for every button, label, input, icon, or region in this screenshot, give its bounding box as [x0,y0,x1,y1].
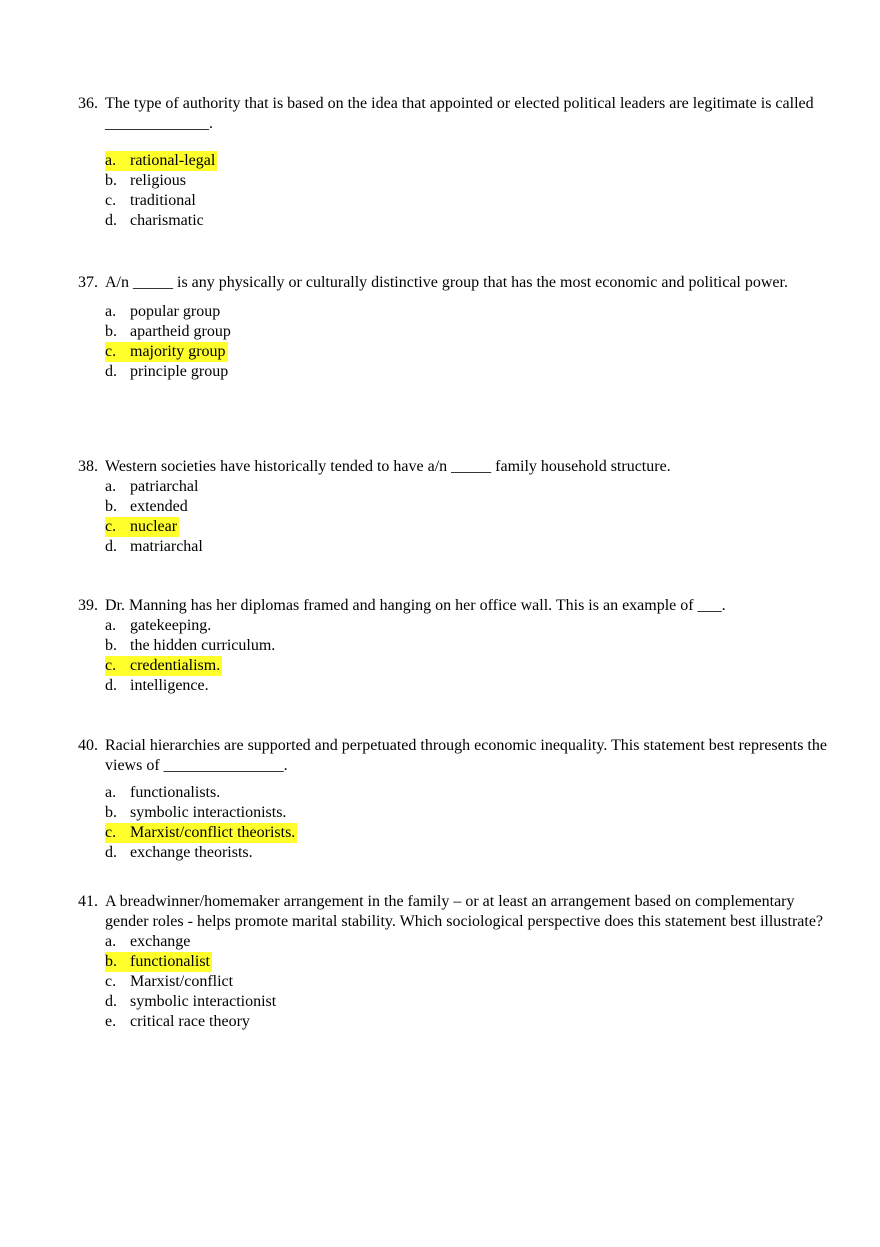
option-a: a. functionalists. [105,784,221,801]
question-stem [78,736,838,776]
option-a [105,151,838,171]
option-b: b. symbolic interactionists. [105,804,287,821]
question-text: Dr. Manning has her diplomas framed and hanging on her office wall. This is an example of ___. [105,597,726,614]
option-a: a. exchange [105,933,191,950]
option-b [105,952,838,972]
highlight-mark: c. credentialism. [105,657,221,674]
option-c [105,823,838,843]
question-stem [78,892,838,932]
question-number: 37. [78,274,98,291]
option-d: d. exchange theorists. [105,844,253,861]
option-c [105,342,838,362]
highlight-mark: a. rational-legal [105,152,216,169]
option-d: d. charismatic [105,212,204,229]
highlight-mark: c. Marxist/conflict theorists. [105,824,296,841]
option-b: b. religious [105,172,186,189]
question-number: 39. [78,597,98,614]
option-a: a. popular group [105,303,221,320]
question-stem [78,273,838,293]
option-c: c. Marxist/conflict [105,973,234,990]
highlight-mark: c. majority group [105,343,226,360]
option-e: e. critical race theory [105,1013,250,1030]
option-d: d. symbolic interactionist [105,993,277,1010]
question-number: 40. [78,737,98,754]
option-d: d. intelligence. [105,677,209,694]
option-b: b. apartheid group [105,323,231,340]
question-number: 38. [78,458,98,475]
highlight-mark: b. functionalist [105,953,210,970]
question-number: 41. [78,893,98,910]
question-stem [78,94,838,134]
question-36 [78,94,838,231]
option-d: d. principle group [105,363,229,380]
question-number: 36. [78,95,98,112]
option-c: c. traditional [105,192,196,209]
option-d: d. matriarchal [105,538,203,555]
question-41 [78,892,838,1032]
option-b: b. extended [105,498,188,515]
question-40 [78,736,838,863]
option-a: a. gatekeeping. [105,617,212,634]
question-stem [78,457,838,477]
question-39 [78,596,838,696]
question-text: A breadwinner/homemaker arrangement in the family – or at least an arrangement based on complementary gender roles - helps promote marital stability. Which sociological perspective does this statement best illustrate? [105,893,824,930]
question-text: The type of authority that is based on the idea that appointed or elected political leaders are legitimate is called _____________. [105,95,814,132]
question-37 [78,273,838,382]
option-c [105,517,838,537]
option-c [105,656,838,676]
question-stem [78,596,838,616]
option-a: a. patriarchal [105,478,199,495]
highlight-mark: c. nuclear [105,518,178,535]
question-text: Western societies have historically tended to have a/n _____ family household structure. [105,458,671,475]
question-text: Racial hierarchies are supported and perpetuated through economic inequality. This statement best represents the views of _______________. [105,737,827,774]
question-text: A/n _____ is any physically or culturally distinctive group that has the most economic and political power. [105,274,788,291]
option-b: b. the hidden curriculum. [105,637,276,654]
question-38 [78,457,838,557]
